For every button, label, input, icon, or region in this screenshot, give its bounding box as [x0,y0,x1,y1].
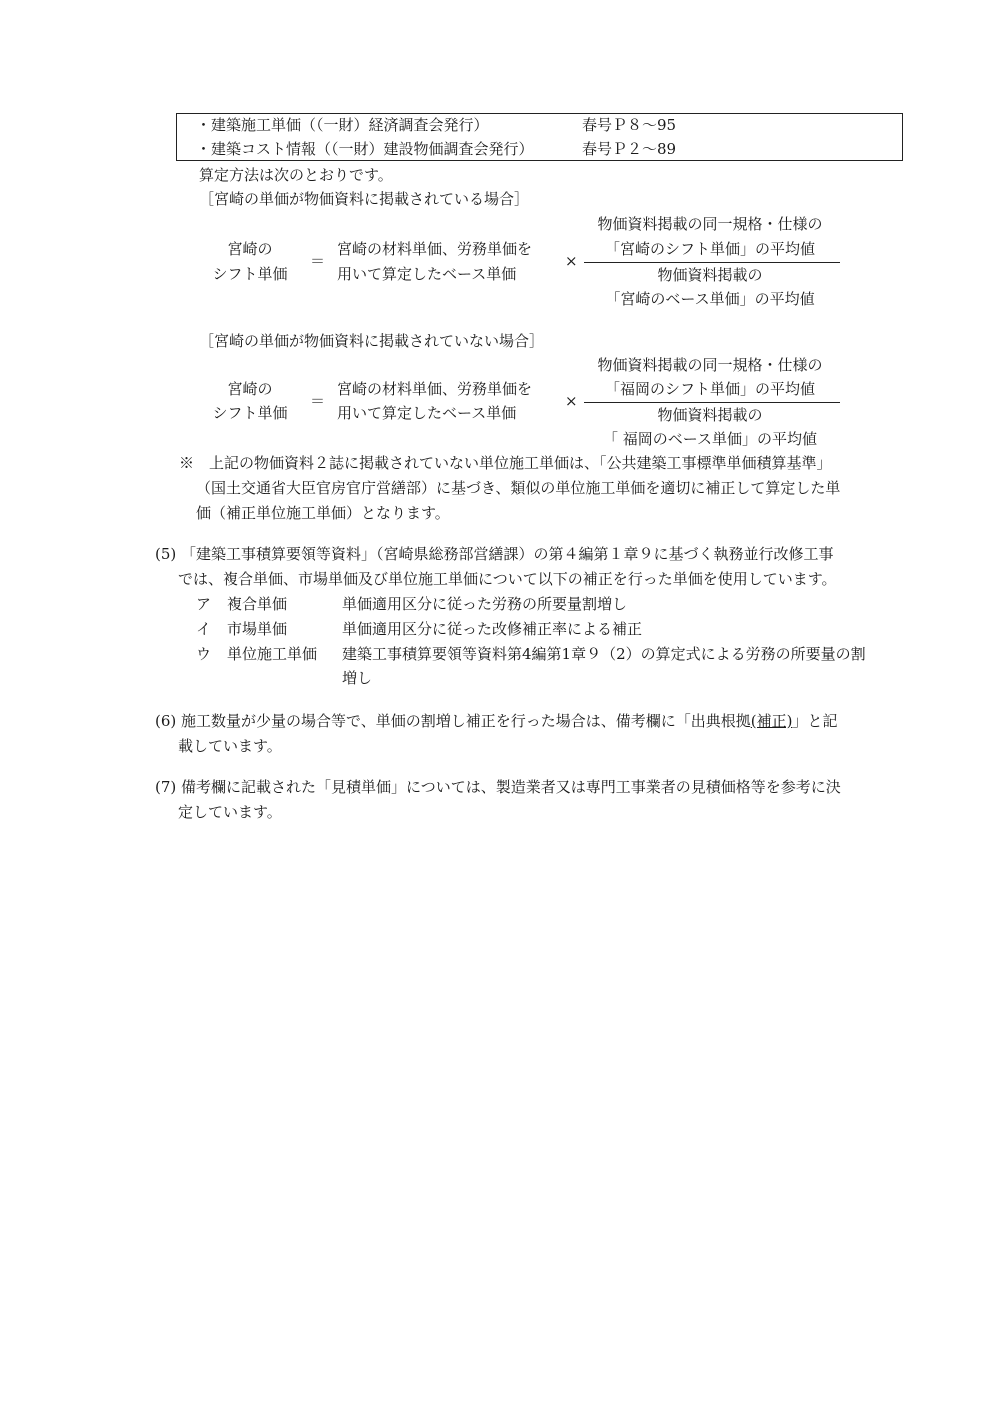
case2-lhs-line2: シフト単価 [212,404,288,422]
case1-base-line2: 用いて算定したベース単価 [337,265,517,283]
case1-denominator-line1: 物価資料掲載の [657,266,763,284]
note-line3: 価（補正単位施工単価）となります。 [196,504,450,522]
item5-sub-a-desc: 単価適用区分に従った労務の所要量割増し [342,595,628,613]
item5-sub-a-mark: ア [196,595,212,613]
ref-1-pages: 春号Ｐ８～95 [582,116,677,134]
case2-base-line2: 用いて算定したベース単価 [337,404,517,422]
case2-equals: ＝ [310,392,326,410]
method-intro: 算定方法は次のとおりです。 [199,166,393,184]
item5-sub-b-desc: 単価適用区分に従った改修補正率による補正 [342,620,643,638]
case2-base-line1: 宮崎の材料単価、労務単価を [337,380,533,398]
case2-fraction-bar [584,402,840,403]
case1-fraction-bar [584,262,840,263]
ref-2-name: ・建築コスト情報（（一財）建設物価調査会発行） [196,140,534,158]
case1-times: × [565,252,578,270]
case1-base-line1: 宮崎の材料単価、労務単価を [337,240,533,258]
item6-line1 [155,710,837,732]
case1-lhs-line1: 宮崎の [227,240,273,258]
item6-line2: 載しています。 [178,737,282,755]
case1-numerator-line1: 物価資料掲載の同一規格・仕様の [597,215,823,233]
item6-line1-post: 」と記 [792,712,838,730]
item5-sub-c-label: 単位施工単価 [227,645,318,663]
item5-sub-c-mark: ウ [196,645,212,663]
item7-line2: 定しています。 [178,803,282,821]
item7-line1: (7) 備考欄に記載された「見積単価」については、製造業者又は専門工事業者の見積価格等を参考に決 [155,778,841,796]
item6-line1-pre: (6) 施工数量が少量の場合等で、単価の割増し補正を行った場合は、備考欄に「出典根拠 [155,712,751,730]
case1-denominator-line2: 「宮崎のベース単価」の平均値 [605,290,815,308]
case2-numerator-line2: 「福岡のシフト単価」の平均値 [604,380,815,398]
item5-line1: (5) 「建築工事積算要領等資料」（宮崎県総務部営繕課）の第４編第１章９に基づく執務並行改修工事 [155,545,834,563]
note-line1: ※ 上記の物価資料２誌に掲載されていない単位施工単価は、「公共建築工事標準単価積算基準」 [179,454,832,472]
case2-denominator-line2: 「 福岡のベース単価」の平均値 [602,430,818,448]
ref-2-pages: 春号Ｐ２～89 [582,140,677,158]
case2-denominator-line1: 物価資料掲載の [657,406,763,424]
ref-1-name: ・建築施工単価（（一財）経済調査会発行） [196,116,489,134]
item5-line2: では、複合単価、市場単価及び単位施工単価について以下の補正を行った単価を使用しています。 [178,570,837,588]
item5-sub-b-mark: イ [196,620,212,638]
item6-underlined-note: (補正) [750,712,793,730]
case2-numerator-line1: 物価資料掲載の同一規格・仕様の [597,356,823,374]
item5-sub-a-label: 複合単価 [227,595,288,613]
item5-sub-c-desc-cont: 増し [342,669,373,687]
case1-numerator-line2: 「宮崎のシフト単価」の平均値 [604,240,815,258]
item5-sub-b-label: 市場単価 [227,620,288,638]
item5-sub-c-desc: 建築工事積算要領等資料第4編第1章９（2）の算定式による労務の所要量の割 [342,645,866,663]
case1-heading: ［宮崎の単価が物価資料に掲載されている場合］ [199,190,530,208]
case1-equals: ＝ [310,252,326,270]
case1-lhs-line2: シフト単価 [212,265,288,283]
case2-heading: ［宮崎の単価が物価資料に掲載されていない場合］ [199,332,545,350]
note-line2: （国土交通省大臣官房官庁営繕部）に基づき、類似の単位施工単価を適切に補正して算定した単 [196,479,841,497]
case2-times: × [565,392,578,410]
case2-lhs-line1: 宮崎の [227,380,273,398]
